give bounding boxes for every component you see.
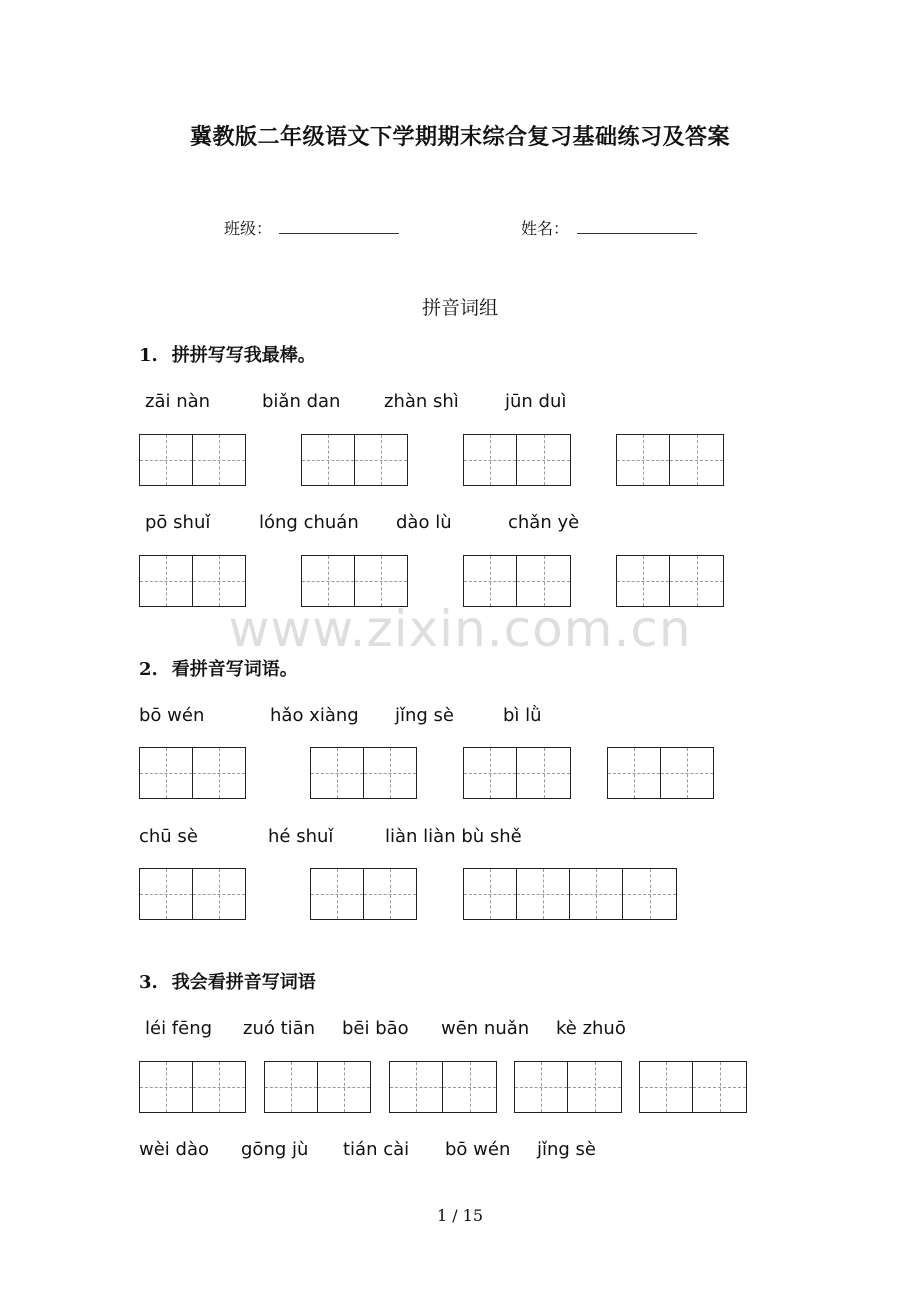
writing-grid[interactable] (463, 434, 571, 486)
writing-grid[interactable] (139, 1061, 246, 1113)
writing-cell[interactable] (623, 869, 676, 919)
name-label: 姓名： (521, 219, 570, 238)
pinyin-item: bō wén (445, 1139, 511, 1160)
writing-grid[interactable] (463, 747, 571, 799)
writing-cell[interactable] (355, 556, 408, 606)
question-1-heading (139, 341, 316, 367)
question-number: 2. (139, 659, 158, 680)
writing-cell[interactable] (364, 869, 417, 919)
writing-cell[interactable] (464, 869, 517, 919)
writing-grid[interactable] (264, 1061, 371, 1113)
writing-grid[interactable] (310, 747, 417, 799)
writing-cell[interactable] (608, 748, 661, 798)
writing-cell[interactable] (661, 748, 714, 798)
writing-cell[interactable] (517, 435, 570, 485)
question-number: 3. (139, 972, 158, 993)
pinyin-item: kè zhuō (556, 1018, 626, 1039)
pinyin-item: biǎn dan (262, 391, 341, 412)
writing-cell[interactable] (265, 1062, 318, 1112)
writing-cell[interactable] (517, 869, 570, 919)
writing-cell[interactable] (318, 1062, 371, 1112)
writing-cell[interactable] (311, 869, 364, 919)
writing-cell[interactable] (140, 435, 193, 485)
writing-cell[interactable] (193, 556, 246, 606)
writing-grid[interactable] (607, 747, 714, 799)
writing-cell[interactable] (464, 748, 517, 798)
writing-cell[interactable] (515, 1062, 568, 1112)
writing-cell[interactable] (570, 869, 623, 919)
pinyin-item: zuó tiān (243, 1018, 316, 1039)
pinyin-item: bō wén (139, 705, 205, 726)
writing-cell[interactable] (355, 435, 408, 485)
class-blank-line[interactable] (279, 233, 399, 234)
pinyin-item: wèi dào (139, 1139, 209, 1160)
writing-cell[interactable] (568, 1062, 621, 1112)
page-number: 1 / 15 (436, 1206, 484, 1225)
section-title: 拼音词组 (421, 297, 498, 319)
writing-cell[interactable] (464, 556, 517, 606)
writing-cell[interactable] (140, 748, 193, 798)
writing-grid[interactable] (389, 1061, 497, 1113)
pinyin-item: liàn liàn bù shě (385, 826, 522, 847)
writing-cell[interactable] (670, 556, 723, 606)
writing-cell[interactable] (617, 556, 670, 606)
writing-cell[interactable] (193, 748, 246, 798)
writing-cell[interactable] (302, 435, 355, 485)
pinyin-item: zhàn shì (384, 391, 459, 412)
writing-cell[interactable] (640, 1062, 693, 1112)
pinyin-item: chū sè (139, 826, 198, 847)
writing-cell[interactable] (464, 435, 517, 485)
writing-cell[interactable] (193, 1062, 246, 1112)
writing-cell[interactable] (617, 435, 670, 485)
pinyin-item: dào lù (396, 512, 452, 533)
writing-grid[interactable] (301, 434, 408, 486)
pinyin-item: bēi bāo (342, 1018, 409, 1039)
writing-grid-4[interactable] (463, 868, 677, 920)
writing-cell[interactable] (364, 748, 417, 798)
writing-cell[interactable] (443, 1062, 496, 1112)
writing-cell[interactable] (302, 556, 355, 606)
writing-grid[interactable] (139, 868, 246, 920)
pinyin-item: jǐng sè (395, 705, 455, 726)
pinyin-item: lóng chuán (259, 512, 359, 533)
pinyin-item: jǐng sè (537, 1139, 597, 1160)
writing-cell[interactable] (390, 1062, 443, 1112)
question-text: 我会看拼音写词语 (171, 972, 316, 993)
pinyin-item: léi fēng (145, 1018, 213, 1039)
writing-cell[interactable] (517, 556, 570, 606)
writing-cell[interactable] (670, 435, 723, 485)
pinyin-item: gōng jù (241, 1139, 309, 1160)
writing-grid[interactable] (139, 747, 246, 799)
writing-cell[interactable] (193, 435, 246, 485)
writing-cell[interactable] (693, 1062, 746, 1112)
pinyin-item: zāi nàn (145, 391, 211, 412)
pinyin-item: tián cài (343, 1139, 410, 1160)
writing-cell[interactable] (140, 1062, 193, 1112)
writing-cell[interactable] (517, 748, 570, 798)
pinyin-item: hǎo xiàng (270, 705, 359, 726)
question-2-heading (139, 655, 298, 681)
writing-cell[interactable] (193, 869, 246, 919)
question-3-heading (139, 968, 316, 994)
pinyin-item: chǎn yè (508, 512, 580, 533)
pinyin-item: wēn nuǎn (441, 1018, 530, 1039)
pinyin-item: hé shuǐ (268, 826, 334, 847)
document-title: 冀教版二年级语文下学期期末综合复习基础练习及答案 (189, 124, 730, 150)
writing-cell[interactable] (311, 748, 364, 798)
question-number: 1. (139, 345, 158, 366)
pinyin-item: bì lǜ (503, 705, 542, 726)
writing-cell[interactable] (140, 556, 193, 606)
writing-grid[interactable] (310, 868, 417, 920)
question-text: 看拼音写词语。 (171, 659, 298, 680)
writing-grid[interactable] (514, 1061, 622, 1113)
writing-cell[interactable] (140, 869, 193, 919)
watermark: www.zixin.com.cn (228, 600, 692, 658)
pinyin-item: jūn duì (505, 391, 567, 412)
pinyin-item: pō shuǐ (145, 512, 211, 533)
question-text: 拼拼写写我最棒。 (171, 345, 316, 366)
writing-grid[interactable] (639, 1061, 747, 1113)
writing-grid[interactable] (616, 434, 724, 486)
class-label: 班级： (224, 219, 273, 238)
name-blank-line[interactable] (577, 233, 697, 234)
writing-grid[interactable] (139, 434, 246, 486)
